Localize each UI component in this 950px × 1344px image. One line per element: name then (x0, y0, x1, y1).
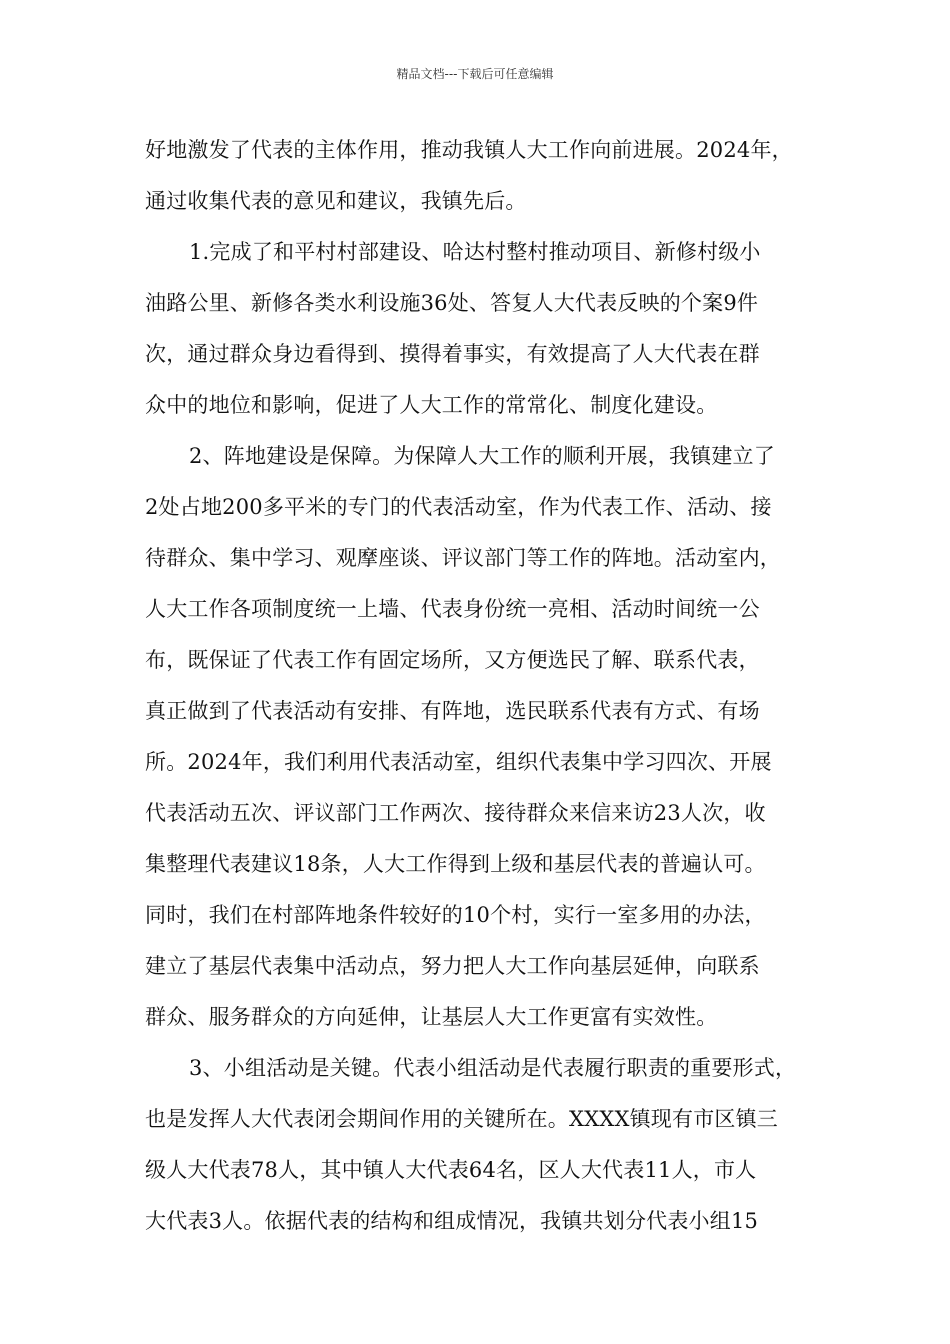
text-line: 真正做到了代表活动有安排、有阵地，选民联系代表有方式、有场 (145, 699, 760, 723)
text-line: 集整理代表建议18条，人大工作得到上级和基层代表的普遍认可。 (145, 852, 766, 876)
document-body (145, 130, 810, 1252)
text-line: 众中的地位和影响，促进了人大工作的常常化、制度化建设。 (145, 393, 718, 417)
text-line: 通过收集代表的意见和建议，我镇先后。 (145, 189, 527, 213)
text-line: 好地激发了代表的主体作用，推动我镇人大工作向前进展。2024年， (145, 138, 793, 162)
text-line: 人大工作各项制度统一上墙、代表身份统一亮相、活动时间统一公 (145, 597, 760, 621)
text-line: 油路公里、新修各类水利设施36处、答复人大代表反映的个案9件 (145, 291, 759, 315)
text-line: 待群众、集中学习、观摩座谈、评议部门等工作的阵地。活动室内， (145, 546, 781, 570)
text-line: 代表活动五次、评议部门工作两次、接待群众来信来访23人次，收 (145, 801, 766, 825)
text-line: 布，既保证了代表工作有固定场所，又方便选民了解、联系代表， (145, 648, 760, 672)
text-line: 1.完成了和平村村部建设、哈达村整村推动项目、新修村级小 (189, 240, 761, 264)
text-line: 群众、服务群众的方向延伸，让基层人大工作更富有实效性。 (145, 1005, 718, 1029)
text-line: 3、小组活动是关键。代表小组活动是代表履行职责的重要形式， (189, 1056, 797, 1080)
text-line: 也是发挥人大代表闭会期间作用的关键所在。XXXX镇现有市区镇三 (145, 1107, 778, 1131)
text-line: 2处占地200多平米的专门的代表活动室，作为代表工作、活动、接 (145, 495, 772, 519)
text-line: 大代表3人。依据代表的结构和组成情况，我镇共划分代表小组15 (145, 1209, 759, 1233)
text-line: 级人大代表78人，其中镇人大代表64名，区人大代表11人，市人 (145, 1158, 757, 1182)
text-line: 2、阵地建设是保障。为保障人大工作的顺利开展，我镇建立了 (189, 444, 775, 468)
text-line: 次，通过群众身边看得到、摸得着事实，有效提高了人大代表在群 (145, 342, 760, 366)
text-line: 所。2024年，我们利用代表活动室，组织代表集中学习四次、开展 (145, 750, 772, 774)
text-line: 建立了基层代表集中活动点，努力把人大工作向基层延伸，向联系 (145, 954, 760, 978)
text-line: 同时，我们在村部阵地条件较好的10个村，实行一室多用的办法， (145, 903, 766, 927)
page-header: 精品文档---下载后可任意编辑 (396, 67, 554, 81)
